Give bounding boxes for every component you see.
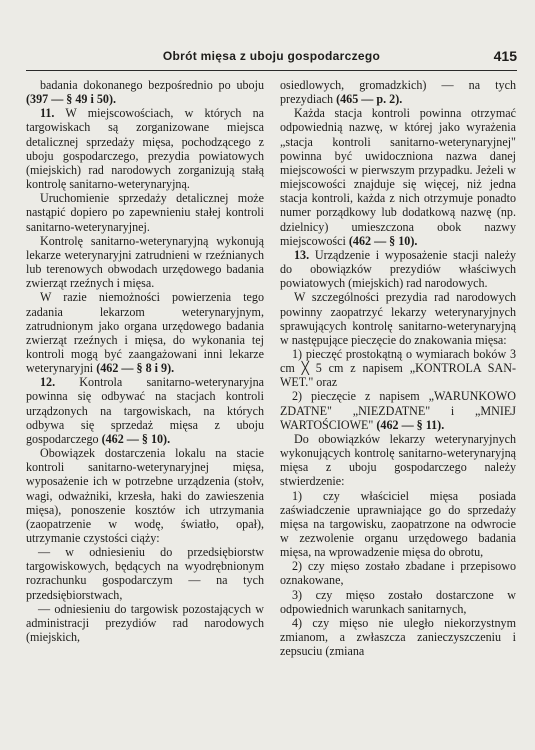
paragraph (280, 78, 516, 106)
paragraph-text: W razie niemożności powierzenia tego zadania lekarzom weterynaryjnym, zatrudnionym jako organa urzędowego badania zwierząt rzeźnych i mięsa, do wykonania tej kontroli mogą być zaangażowani inni lekarze weterynaryjni (26, 290, 264, 376)
paragraph-text: — odniesieniu do targowisk pozostających w administracji prezydiów rad narodowych (miejskich, (26, 601, 264, 645)
paragraph (280, 432, 516, 489)
paragraph (280, 588, 516, 616)
page-header (26, 48, 517, 71)
paragraph (26, 602, 264, 644)
legal-reference: (462 — § 10). (101, 431, 171, 446)
legal-reference: (462 — § 11). (376, 417, 445, 432)
paragraph (280, 489, 516, 560)
paragraph-text: badania dokonanego bezpośrednio po uboju (40, 78, 264, 92)
paragraph-text: 3) czy mięso zostało dostarczone w odpowiednich warunkach sanitarnych, (280, 587, 516, 616)
paragraph-text: 1) czy właściciel mięsa posiada zaświadczenie uprawniające go do sprzedaży mięsa na targowisku, zaopatrzone na odwrocie w zezwolenie organu urzędowego badania mięsa, na wprowadzenie mięsa do obrotu, (280, 488, 516, 560)
paragraph-text: W miejscowościach, w których na targowiskach są zorganizowane miejsca detalicznej sprzedaży mięsa, pochodzącego z uboju gospodarczego, prezydia powiatowych (miejskich) rad narodowych zorganizują stałą kontrolę sanitarno-weterynaryjną. (26, 106, 264, 192)
paragraph (280, 389, 516, 431)
right-column (280, 78, 516, 658)
paragraph-text: Obowiązek dostarczenia lokalu na stacie kontroli sanitarno-weterynaryjnej mięsa, wyposażenie ich w potrzebne urządzenia (stołv, wagi, odważniki, krzesła, haki do zawieszenia mięsa), ponoszenie kosztów ich utrzymania (zaopatrzenie w wodę, światło, opał), utrzymanie czystości ciąży: (26, 446, 264, 545)
paragraph (26, 545, 264, 602)
section-number: 11. (40, 106, 55, 121)
legal-reference: (465 — p. 2). (336, 92, 403, 107)
paragraph (26, 191, 264, 233)
paragraph (26, 106, 264, 191)
paragraph-text: 2) pieczęcie z napisem „WARUNKOWO ZDATNE" „NIEZDATNE" i „MNIEJ WARTOŚCIOWE" (280, 389, 516, 432)
paragraph-text: Kontrola sanitarno-weterynaryjna powinna się odbywać na stacjach kontroli urządzonych na targowiskach, na których odbywa się sprzedaż mięsa z uboju gospodarczego (26, 375, 264, 446)
paragraph-text: Każda stacja kontroli powinna otrzymać odpowiednią nazwę, w której jako wyrażenia „stacja kontroli sanitarno-weterynaryjnej" powinna być uwidoczniona nazwa danej miejscowości w pierwszym przypadku. Jeżeli w miejscowości znajduje się więcej, niż jedna stacja kontroli, każda z nich otrzymuje ponadto numer porządkowy lub dodatkową nazwę (np. dzielnicy) umieszczona obok nazwy miejscowości (280, 106, 516, 248)
legal-reference: (462 — § 10). (348, 233, 418, 248)
paragraph-text: Urządzenie i wyposażenie stacji należy do obowiązków prezydiów właściwych powiatowych (miejskich) rad narodowych. (280, 247, 517, 291)
paragraph-text: Do obowiązków lekarzy weterynaryjnych wykonujących kontrolę sanitarno-weterynaryjną mięsa z uboju gospodarczego należy stwierdzenie: (280, 431, 516, 489)
paragraph-text: — w odniesieniu do przedsiębiorstw targowiskowych, będących na wyodrębnionym rozrachunku gospodarczym — na tych przedsiębiorstwach, (26, 545, 264, 602)
left-column (26, 78, 264, 644)
running-title: Obrót mięsa z uboju gospodarczego (162, 49, 381, 63)
paragraph-text: osiedlowych, gromadzkich) — na tych prezydiach (280, 78, 516, 107)
page-number: 415 (493, 48, 517, 64)
paragraph (280, 248, 516, 290)
paragraph-text: 4) czy mięso nie uległo niekorzystnym zmianom, a zwłaszcza zanieczyszczeniu i zepsuciu (zmiana (280, 615, 516, 659)
paragraph (280, 616, 516, 658)
paragraph-text: W szczególności prezydia rad narodowych powinny zaopatrzyć lekarzy weterynaryjnych sprawujących kontrolę sanitarno-weterynaryjną w następujące pieczęcie do znakowania mięsa: (280, 290, 516, 347)
paragraph (280, 106, 516, 248)
paragraph (280, 290, 516, 347)
paragraph (26, 234, 264, 291)
section-number: 13. (294, 247, 310, 262)
paragraph (26, 290, 264, 375)
paragraph-text: 1) pieczęć prostokątną o wymiarach boków 3 cm ╳ 5 cm z napisem „KONTROLA SAN-WET." oraz (280, 346, 516, 390)
section-number: 12. (40, 375, 56, 390)
paragraph-text: Kontrolę sanitarno-weterynaryjną wykonują lekarze weterynaryjni zatrudnieni w rzeźnianych lub terenowych obwodach urzędowego badania zwierząt rzeźnych i mięsa. (26, 233, 264, 291)
paragraph (26, 375, 264, 446)
paragraph (26, 446, 264, 545)
paragraph (26, 78, 264, 106)
paragraph-text: 2) czy mięso zostało zbadane i przepisowo oznakowane, (280, 559, 516, 588)
paragraph-text: Uruchomienie sprzedaży detalicznej może nastąpić dopiero po zapewnieniu stałej kontroli sanitarno-weterynaryjnej. (26, 191, 264, 234)
legal-reference: (397 — § 49 i 50). (26, 92, 117, 107)
legal-reference: (462 — § 8 i 9). (96, 361, 175, 376)
paragraph (280, 559, 516, 587)
paragraph (280, 347, 516, 389)
